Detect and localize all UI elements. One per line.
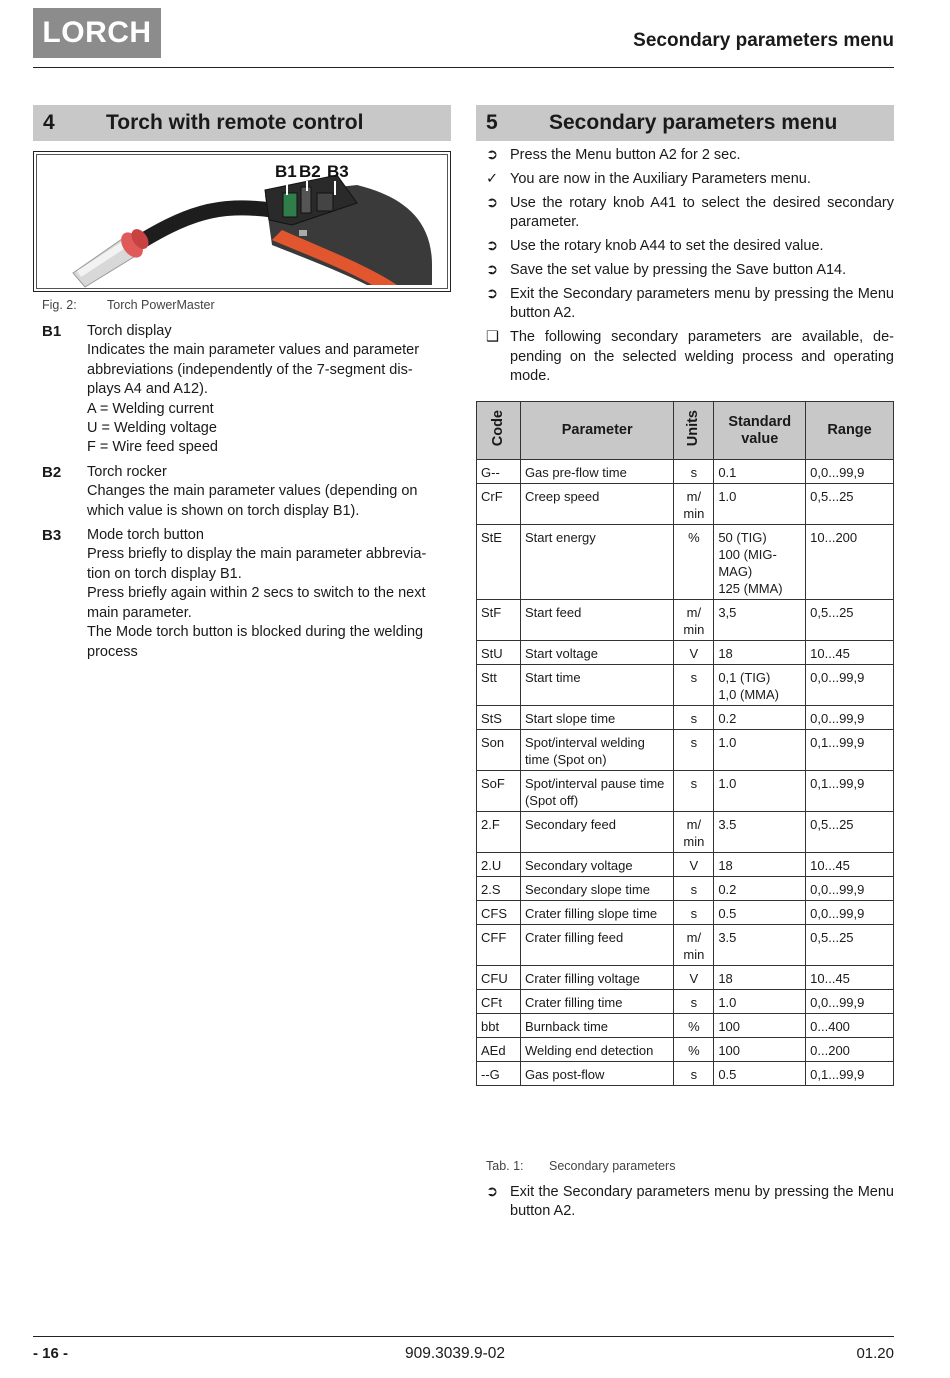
column-header-range: Range [806, 402, 894, 460]
figure-caption [42, 298, 442, 316]
cell-range: 0,1...99,9 [806, 1062, 894, 1086]
arrow-bullet-icon: ➲ [486, 262, 499, 279]
torch-hose [132, 208, 272, 247]
cell-standard: 3,5 [714, 600, 806, 641]
caption-text: Secondary parameters [549, 1159, 676, 1173]
cell-standard: 0.2 [714, 877, 806, 901]
cell-range: 0,0...99,9 [806, 877, 894, 901]
cell-range: 0,5...25 [806, 600, 894, 641]
definition-line: main parameter. [87, 604, 192, 621]
column-header-code: Code [477, 402, 521, 460]
cell-range: 0,1...99,9 [806, 730, 894, 771]
table-row [477, 706, 894, 730]
cell-parameter: Start slope time [520, 706, 673, 730]
torch-figure-frame [36, 154, 448, 289]
definition-b2 [42, 463, 447, 521]
cell-standard: 1.0 [714, 484, 806, 525]
definition-line: which value is shown on torch display B1). [87, 502, 360, 519]
step-text: The following secondary parameters are available, de-pending on the selected welding process and operating mode. [510, 329, 894, 385]
instruction-step [486, 170, 894, 189]
cell-range: 0,5...25 [806, 812, 894, 853]
table-row [477, 730, 894, 771]
table-row [477, 484, 894, 525]
definition-line: process [87, 643, 138, 660]
page-header-title: Secondary parameters menu [633, 30, 894, 51]
cell-units: V [674, 853, 714, 877]
definition-line: Changes the main parameter values (depending on [87, 483, 418, 500]
cell-units: s [674, 730, 714, 771]
cell-parameter: Spot/interval welding time (Spot on) [520, 730, 673, 771]
definition-key: B2 [42, 463, 62, 481]
footer-rule [33, 1336, 894, 1337]
cell-code: StU [477, 641, 521, 665]
cell-code: G-- [477, 460, 521, 484]
table-row [477, 525, 894, 600]
step-text: Exit the Secondary parameters menu by pressing the Menu button A2. [510, 1184, 894, 1220]
instruction-step [486, 194, 894, 233]
torch-nozzle [73, 226, 152, 287]
definition-line: Torch display [87, 323, 172, 339]
table-row [477, 641, 894, 665]
table-row [477, 771, 894, 812]
definition-line: Torch rocker [87, 463, 167, 480]
arrow-bullet-icon: ➲ [486, 238, 499, 255]
cell-code: 2.S [477, 877, 521, 901]
table-body [477, 460, 894, 1086]
table-row [477, 853, 894, 877]
table-row [477, 460, 894, 484]
definition-b3 [42, 526, 447, 662]
table-caption [486, 1159, 886, 1177]
cell-units: % [674, 525, 714, 600]
cell-code: CFt [477, 990, 521, 1014]
section-5-heading [476, 105, 894, 141]
definition-line: The Mode torch button is blocked during the welding [87, 624, 424, 641]
cell-standard: 0.5 [714, 1062, 806, 1086]
cell-range: 0,0...99,9 [806, 665, 894, 706]
cell-range: 0...400 [806, 1014, 894, 1038]
step-text: Use the rotary knob A44 to set the desired value. [510, 238, 824, 255]
checkmark-icon: ✓ [486, 170, 499, 187]
cell-standard: 3.5 [714, 925, 806, 966]
step-text: Press the Menu button A2 for 2 sec. [510, 147, 741, 163]
instruction-step [486, 285, 894, 324]
column-header-standard: Standard value [714, 402, 806, 460]
arrow-bullet-icon: ➲ [486, 285, 499, 302]
cell-range: 10...45 [806, 641, 894, 665]
definition-line: Indicates the main parameter values and parameter [87, 342, 420, 359]
instruction-steps [486, 146, 894, 391]
definition-line: U = Welding voltage [87, 420, 217, 437]
cell-units: s [674, 665, 714, 706]
cell-code: Stt [477, 665, 521, 706]
definition-line: tion on torch display B1. [87, 565, 242, 582]
cell-range: 0...200 [806, 1038, 894, 1062]
cell-code: CFF [477, 925, 521, 966]
definition-b1 [42, 322, 447, 458]
figure-label-b1: B1 [275, 162, 297, 181]
instruction-step [486, 237, 894, 256]
table-row [477, 1038, 894, 1062]
definition-line: Mode torch button [87, 527, 204, 544]
cell-code: StF [477, 600, 521, 641]
table-row [477, 990, 894, 1014]
page-number: - 16 - [33, 1345, 69, 1362]
cell-parameter: Start energy [520, 525, 673, 600]
table-row [477, 966, 894, 990]
cell-code: StS [477, 706, 521, 730]
cell-standard: 18 [714, 641, 806, 665]
cell-range: 10...200 [806, 525, 894, 600]
torch-figure [33, 151, 451, 292]
cell-units: m/ min [674, 925, 714, 966]
cell-parameter: Gas pre-flow time [520, 460, 673, 484]
cell-parameter: Crater filling time [520, 990, 673, 1014]
definition-line: plays A4 and A12). [87, 381, 208, 398]
arrow-bullet-icon: ➲ [486, 147, 499, 163]
cell-parameter: Burnback time [520, 1014, 673, 1038]
document-number: 909.3039.9-02 [405, 1345, 505, 1362]
torch-image [37, 155, 447, 288]
table-row [477, 1014, 894, 1038]
cell-units: V [674, 641, 714, 665]
cell-units: s [674, 771, 714, 812]
step-text: Exit the Secondary parameters menu by pressing the Menu button A2. [510, 285, 894, 322]
cell-standard: 1.0 [714, 730, 806, 771]
arrow-bullet-icon: ➲ [486, 1184, 499, 1200]
cell-parameter: Creep speed [520, 484, 673, 525]
cell-parameter: Secondary voltage [520, 853, 673, 877]
cell-parameter: Gas post-flow [520, 1062, 673, 1086]
figure-label-b2: B2 [299, 162, 321, 181]
cell-standard: 3.5 [714, 812, 806, 853]
cell-units: s [674, 460, 714, 484]
cell-standard: 100 [714, 1038, 806, 1062]
cell-parameter: Start voltage [520, 641, 673, 665]
cell-standard: 1.0 [714, 990, 806, 1014]
cell-parameter: Crater filling feed [520, 925, 673, 966]
section-number: 4 [43, 111, 55, 134]
torch-handle [265, 175, 432, 285]
cell-code: SoF [477, 771, 521, 812]
definition-key: B1 [42, 323, 62, 340]
definition-line: abbreviations (independently of the 7-segment dis- [87, 361, 413, 378]
table-row [477, 877, 894, 901]
torch-element-list [42, 322, 447, 667]
cell-code: 2.U [477, 853, 521, 877]
instruction-step [486, 146, 894, 165]
instruction-step [486, 328, 894, 386]
cell-standard: 18 [714, 853, 806, 877]
cell-units: s [674, 1062, 714, 1086]
definition-line: A = Welding current [87, 400, 214, 417]
cell-range: 10...45 [806, 853, 894, 877]
cell-parameter: Secondary feed [520, 812, 673, 853]
cell-range: 0,0...99,9 [806, 460, 894, 484]
table-row [477, 600, 894, 641]
cell-parameter: Crater filling slope time [520, 901, 673, 925]
cell-standard: 0.1 [714, 460, 806, 484]
cell-parameter: Welding end detection [520, 1038, 673, 1062]
definition-key: B3 [42, 527, 62, 545]
document-date: 01.20 [856, 1345, 894, 1362]
instruction-step [486, 261, 894, 280]
cell-parameter: Start feed [520, 600, 673, 641]
figure-label-b3: B3 [327, 162, 349, 181]
cell-range: 0,0...99,9 [806, 990, 894, 1014]
definition-line: F = Wire feed speed [87, 439, 218, 456]
cell-units: s [674, 901, 714, 925]
column-header-units: Units [674, 402, 714, 460]
column-header-parameter: Parameter [520, 402, 673, 460]
cell-parameter: Secondary slope time [520, 877, 673, 901]
cell-standard: 18 [714, 966, 806, 990]
cell-parameter: Crater filling voltage [520, 966, 673, 990]
cell-range: 0,1...99,9 [806, 771, 894, 812]
cell-units: m/ min [674, 600, 714, 641]
header-rule [33, 67, 894, 68]
section-title: Torch with remote control [106, 111, 364, 134]
caption-text: Torch PowerMaster [107, 298, 215, 312]
definition-line: Press briefly to display the main parameter abbrevia- [87, 546, 427, 563]
table-header-row [477, 402, 894, 460]
cell-range: 0,0...99,9 [806, 706, 894, 730]
cell-units: s [674, 877, 714, 901]
section-number: 5 [486, 111, 498, 134]
arrow-bullet-icon: ➲ [486, 194, 499, 211]
cell-units: s [674, 990, 714, 1014]
cell-code: CrF [477, 484, 521, 525]
step-text: Use the rotary knob A41 to select the desired secondary parameter. [510, 194, 894, 231]
lorch-logo: LORCH [33, 8, 161, 58]
cell-standard: 0.5 [714, 901, 806, 925]
cell-units: m/ min [674, 812, 714, 853]
cell-standard: 0,1 (TIG) 1,0 (MMA) [714, 665, 806, 706]
table-row [477, 925, 894, 966]
definition-line: Press briefly again within 2 secs to switch to the next [87, 585, 426, 602]
table-row [477, 1062, 894, 1086]
step-text: Save the set value by pressing the Save button A14. [510, 262, 847, 279]
table-row [477, 901, 894, 925]
table-row [477, 665, 894, 706]
cell-standard: 100 [714, 1014, 806, 1038]
cell-units: m/ min [674, 484, 714, 525]
cell-code: CFS [477, 901, 521, 925]
cell-standard: 0.2 [714, 706, 806, 730]
table-row [477, 812, 894, 853]
cell-code: StE [477, 525, 521, 600]
section-4-heading [33, 105, 451, 141]
secondary-parameters-table [476, 401, 894, 1086]
section-title: Secondary parameters menu [549, 111, 838, 134]
step-text: You are now in the Auxiliary Parameters menu. [510, 170, 811, 187]
cell-parameter: Start time [520, 665, 673, 706]
cell-code: bbt [477, 1014, 521, 1038]
final-instruction-step [486, 1183, 894, 1226]
cell-range: 0,5...25 [806, 484, 894, 525]
cell-range: 0,5...25 [806, 925, 894, 966]
cell-units: V [674, 966, 714, 990]
cell-standard: 50 (TIG) 100 (MIG-MAG) 125 (MMA) [714, 525, 806, 600]
cell-code: AEd [477, 1038, 521, 1062]
cell-code: 2.F [477, 812, 521, 853]
cell-standard: 1.0 [714, 771, 806, 812]
cell-code: --G [477, 1062, 521, 1086]
cell-units: s [674, 706, 714, 730]
caption-label: Tab. 1: [486, 1159, 524, 1173]
cell-parameter: Spot/interval pause time (Spot off) [520, 771, 673, 812]
cell-range: 0,0...99,9 [806, 901, 894, 925]
checkbox-bullet-icon: ❑ [486, 329, 499, 346]
cell-range: 10...45 [806, 966, 894, 990]
cell-code: Son [477, 730, 521, 771]
cell-units: % [674, 1014, 714, 1038]
caption-label: Fig. 2: [42, 298, 77, 312]
cell-code: CFU [477, 966, 521, 990]
cell-units: % [674, 1038, 714, 1062]
